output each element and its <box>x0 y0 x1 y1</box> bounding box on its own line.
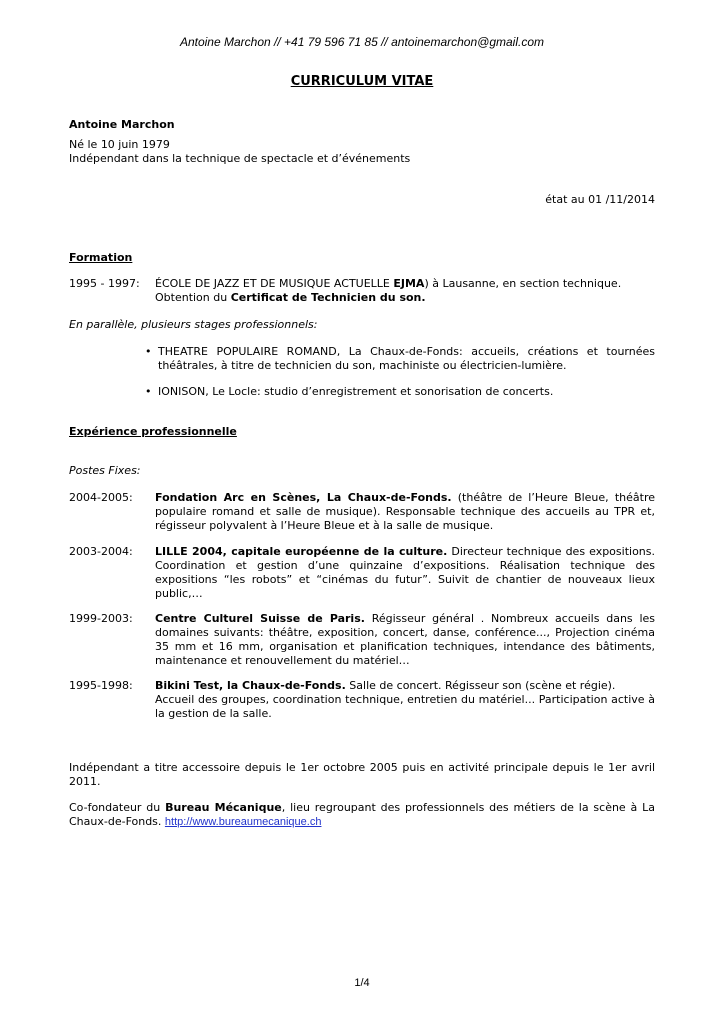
job-employer: Fondation Arc en Scènes, La Chaux-de-Fonds. <box>155 491 452 504</box>
job-details: Régisseur général . Nombreux accueils dans les domaines suivants: théâtre, exposition, concert, danse, conférence..., Projection cinéma 35 mm et 16 mm, organisation et planification techniques, intendance des bâtiments, maintenance et renouvellement du matériel… <box>155 612 656 667</box>
school-acronym: EJMA <box>393 277 425 290</box>
job-details: (théâtre de l’Heure Bleue, théâtre populaire romand et salle de musique). Responsable technique des accueils au TPR et, régisseur polyvalent à l’Heure Bleue et à la salle de musique. <box>155 491 655 532</box>
person-name: Antoine Marchon <box>69 118 175 131</box>
job-details: Salle de concert. Régisseur son (scène et régie). <box>345 679 616 692</box>
cofounder-paragraph <box>69 801 655 829</box>
occupation: Indépendant dans la technique de spectacle et d’événements <box>69 152 411 165</box>
postes-fixes-label: Postes Fixes: <box>69 464 141 477</box>
bullet-icon: • <box>145 345 152 358</box>
job-period: 1999-2003: <box>69 612 133 625</box>
stage-item: THEATRE POPULAIRE ROMAND, La Chaux-de-Fonds: accueils, créations et tournées théâtrales, à titre de technicien du son, machiniste ou électricien-lumière. <box>158 345 655 372</box>
school-location: ) à Lausanne, en section technique. <box>424 277 622 290</box>
job-period: 2004-2005: <box>69 491 133 504</box>
job-employer: Centre Culturel Suisse de Paris. <box>155 612 365 625</box>
status-date: état au 01 /11/2014 <box>545 193 655 206</box>
job-details: Directeur technique des expositions. Coordination et gestion d’une quinzaine d’expositions. Réalisation technique des expositions “les robots” et “cinémas du futur”. Suivit de chantier de nouveaux lieux public,… <box>155 545 655 600</box>
job-description <box>155 612 655 668</box>
job-details-continued: Accueil des groupes, coordination technique, entretien du matériel... Participation active à la gestion de la salle. <box>155 693 655 720</box>
page-title: CURRICULUM VITAE <box>290 74 434 89</box>
cofounder-prefix: Co-fondateur du <box>69 801 161 814</box>
job-description <box>155 679 655 721</box>
cofounder-company: Bureau Mécanique <box>165 801 282 814</box>
job-employer: Bikini Test, la Chaux-de-Fonds. <box>155 679 346 692</box>
job-description <box>155 545 655 601</box>
job-employer: LILLE 2004, capitale européenne de la culture. <box>155 545 448 558</box>
website-link[interactable]: http://www.bureaumecanique.ch <box>164 816 322 828</box>
school-name: ÉCOLE DE JAZZ ET DE MUSIQUE ACTUELLE <box>155 277 390 290</box>
formation-description <box>155 277 655 305</box>
job-description <box>155 491 655 533</box>
formation-heading: Formation <box>69 251 133 264</box>
job-period: 1995-1998: <box>69 679 133 692</box>
stage-item: IONISON, Le Locle: studio d’enregistrement et sonorisation de concerts. <box>158 385 554 398</box>
page-number: 1/4 <box>354 977 370 989</box>
formation-period: 1995 - 1997: <box>69 277 140 290</box>
bullet-icon: • <box>145 385 152 398</box>
cofounder-description: , lieu regroupant des professionnels des métiers de la scène à La Chaux-de-Fonds. <box>69 801 655 828</box>
job-period: 2003-2004: <box>69 545 133 558</box>
identity-block <box>69 118 410 166</box>
independent-paragraph: Indépendant a titre accessoire depuis le 1er octobre 2005 puis en activité principale depuis le 1er avril 2011. <box>69 761 655 788</box>
obtention-prefix: Obtention du <box>155 291 228 304</box>
birth-date: Né le 10 juin 1979 <box>69 138 170 151</box>
experience-heading: Expérience professionnelle <box>69 425 237 438</box>
certificate-name: Certificat de Technicien du son. <box>230 291 426 304</box>
contact-header: Antoine Marchon // +41 79 596 71 85 // antoinemarchon@gmail.com <box>179 35 545 49</box>
stages-intro: En parallèle, plusieurs stages professionnels: <box>69 318 318 331</box>
